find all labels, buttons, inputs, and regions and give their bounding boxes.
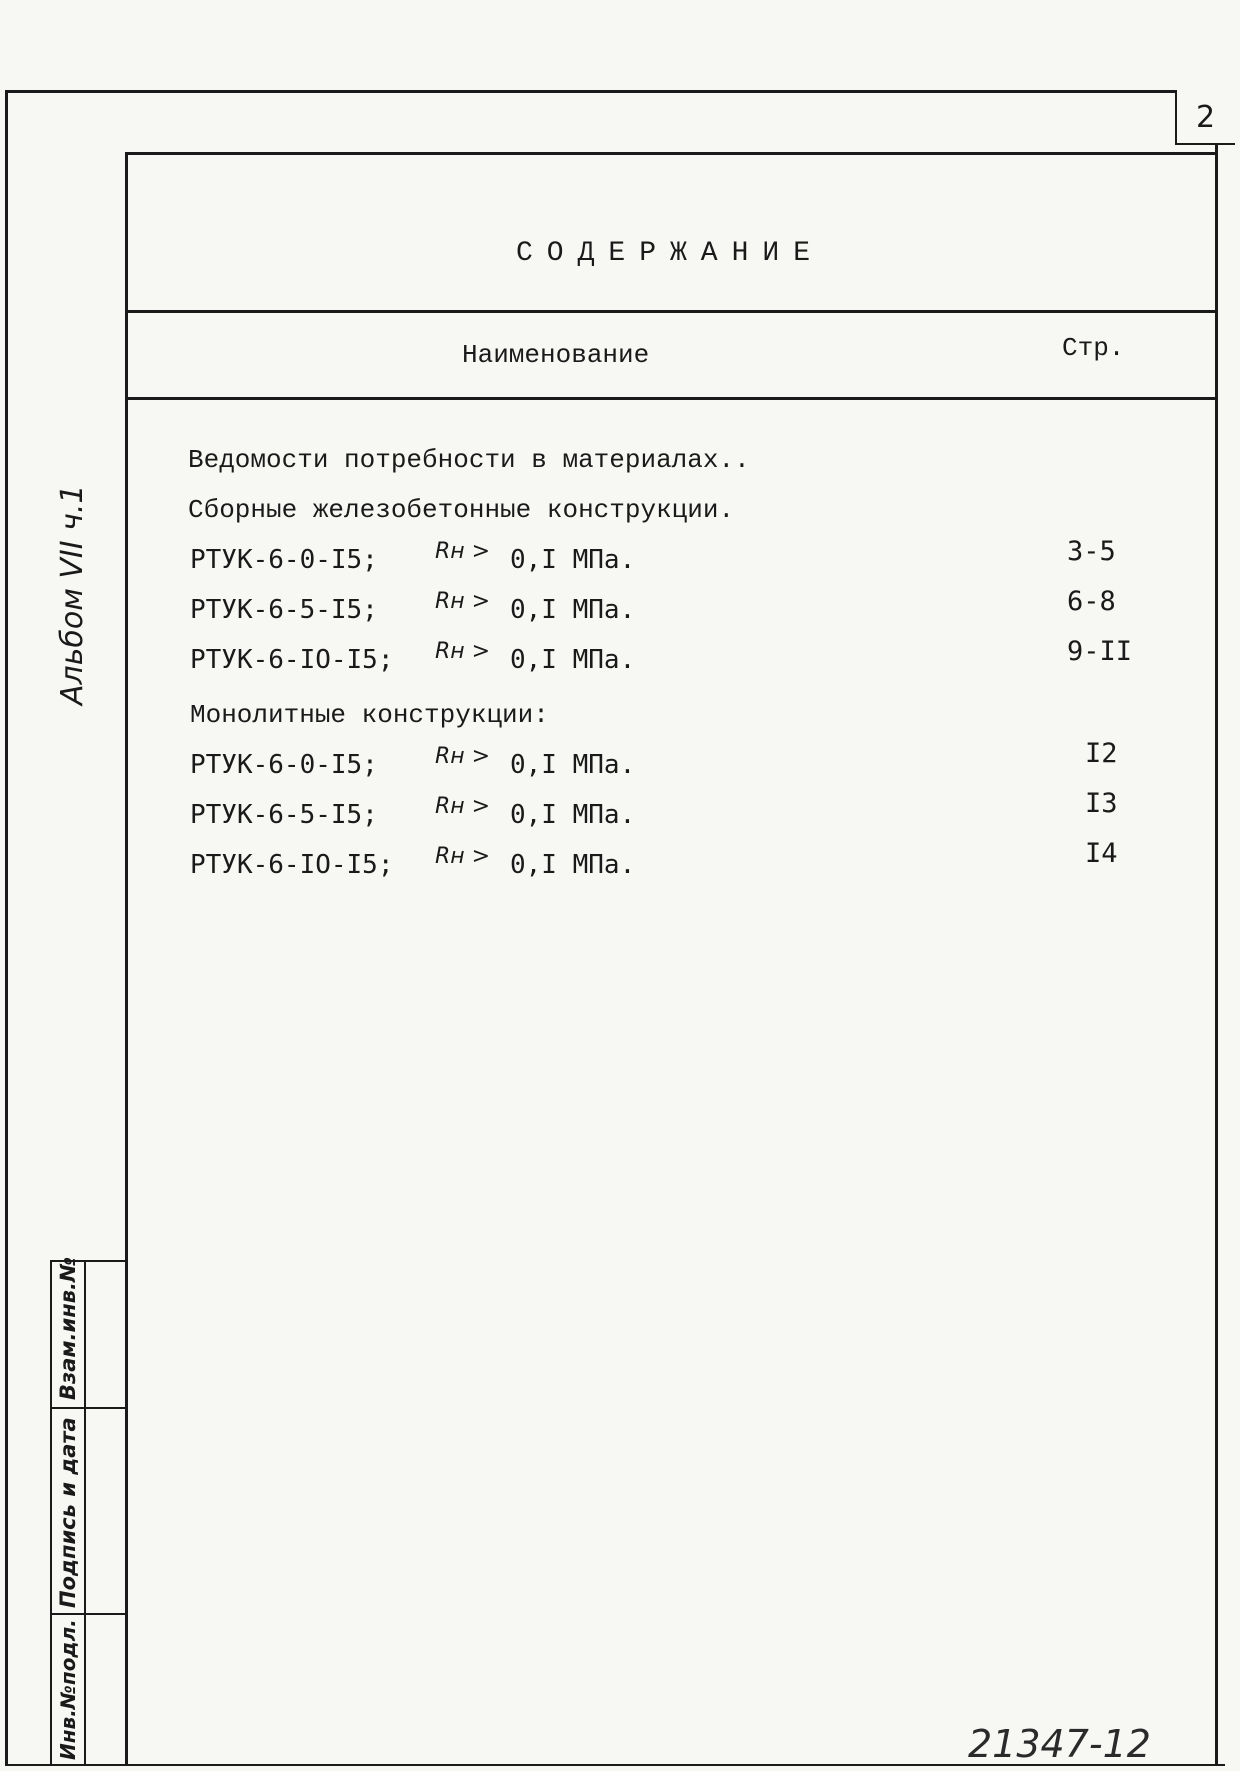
document-number: 21347-12 [968,1722,1151,1766]
header-top-line [125,310,1217,313]
item-value: 0,I МПа. [510,545,636,575]
item-pages: 3-5 [1067,536,1116,567]
page-box-left [1175,90,1177,145]
item-rh: Rн > [435,794,491,819]
item-rh: Rн > [435,744,491,769]
stamp-signature-date: Подпись и дата [56,1417,80,1608]
item-code: РТУК-6-5-I5; [190,595,378,625]
section-materials: Ведомости потребности в материалах.. [188,445,750,475]
item-code: РТУК-6-0-I5; [190,545,378,575]
header-bottom-line [125,397,1217,400]
list-item [190,639,1080,685]
item-pages: 6-8 [1067,586,1116,617]
stamp-inner-divider [84,1260,86,1766]
stamp-row-divider-1 [50,1407,128,1409]
inner-frame-left [125,152,128,1764]
column-header-page: Стр. [1062,333,1125,363]
page-title: СОДЕРЖАНИЕ [515,238,825,269]
item-rh: Rн > [435,589,491,614]
item-rh: Rн > [435,539,491,564]
item-value: 0,I МПа. [510,645,636,675]
list-item [190,539,1080,585]
item-rh: Rн > [435,639,491,664]
stamp-inv-original: Инв.№подл. [56,1619,80,1760]
outer-frame-left [5,90,8,1766]
stamp-left [50,1260,52,1766]
album-label: Альбом VII ч.1 [55,484,90,705]
list-item [190,844,1080,890]
inner-frame-right [1215,143,1218,1764]
item-code: РТУК-6-0-I5; [190,750,378,780]
item-rh: Rн > [435,844,491,869]
outer-frame-top [5,90,1175,93]
page-box-bottom [1175,143,1235,145]
item-value: 0,I МПа. [510,800,636,830]
stamp-replaced-inv: Взам.инв.№ [56,1256,80,1400]
section-precast: Сборные железобетонные конструкции. [188,495,735,525]
item-pages: I2 [1085,738,1118,769]
item-value: 0,I МПа. [510,750,636,780]
column-header-name: Наименование [462,340,650,370]
item-value: 0,I МПа. [510,850,636,880]
page-number: 2 [1196,100,1216,135]
item-pages: I4 [1085,838,1118,869]
item-pages: I3 [1085,788,1118,819]
list-item [190,744,1080,790]
item-code: РТУК-6-IO-I5; [190,645,394,675]
item-code: РТУК-6-5-I5; [190,800,378,830]
stamp-row-divider-2 [50,1613,128,1615]
item-code: РТУК-6-IO-I5; [190,850,394,880]
list-item [190,589,1080,635]
item-value: 0,I МПа. [510,595,636,625]
inner-frame-top [125,152,1217,155]
item-pages: 9-II [1067,636,1133,667]
list-item [190,794,1080,840]
section-monolithic: Монолитные конструкции: [190,700,549,730]
